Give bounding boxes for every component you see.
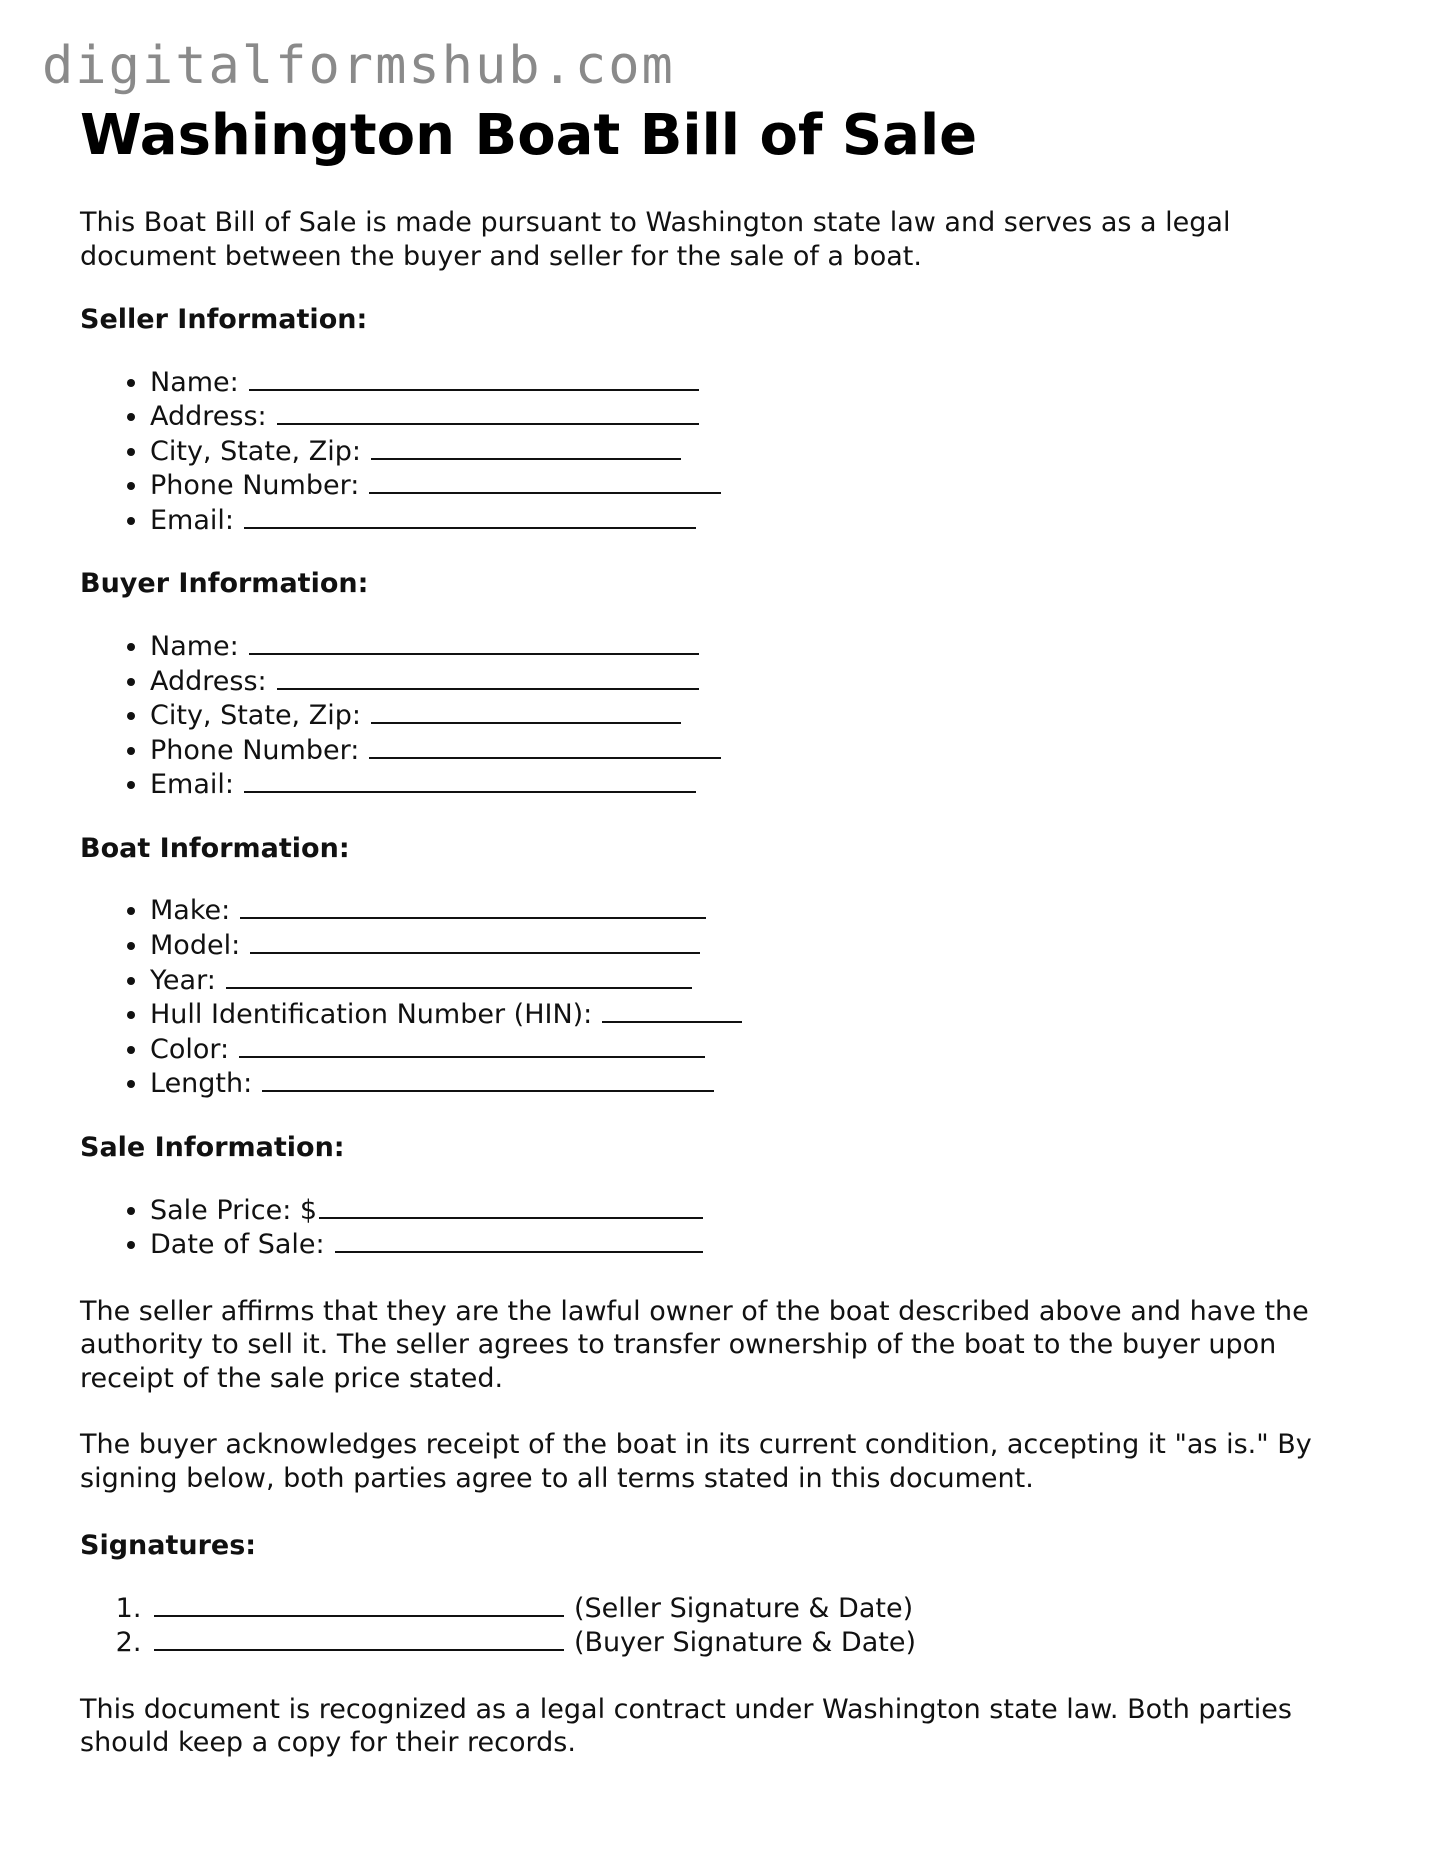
field-label: Name:	[150, 630, 239, 662]
buyer-city-state-zip-field[interactable]	[371, 698, 681, 724]
buyer-signature-field[interactable]	[154, 1625, 564, 1651]
buyer-phone-item	[150, 733, 1370, 768]
boat-hin-item	[150, 997, 1370, 1032]
boat-fields-list	[80, 893, 1370, 1101]
sale-price-field[interactable]	[319, 1193, 703, 1219]
boat-length-item	[150, 1066, 1370, 1101]
boat-model-field[interactable]	[250, 928, 700, 954]
buyer-phone-field[interactable]	[369, 733, 721, 759]
field-label: Date of Sale:	[150, 1229, 325, 1261]
buyer-fields-list	[80, 629, 1370, 802]
buyer-email-item	[150, 767, 1370, 802]
buyer-address-item	[150, 664, 1370, 699]
boat-year-field[interactable]	[226, 963, 692, 989]
seller-heading: Seller Information:	[80, 304, 368, 335]
field-label: Address:	[150, 401, 267, 433]
field-label: Sale Price: $	[150, 1194, 318, 1226]
buyer-name-item	[150, 629, 1370, 664]
buyer-city-state-zip-item	[150, 698, 1370, 733]
boat-year-item	[150, 963, 1370, 998]
boat-make-item	[150, 893, 1370, 928]
field-label: City, State, Zip:	[150, 435, 361, 467]
field-label: Name:	[150, 366, 239, 398]
buyer-heading: Buyer Information:	[80, 568, 369, 600]
field-label: Length:	[150, 1068, 253, 1100]
seller-name-item	[150, 365, 1370, 400]
field-label: Email:	[150, 769, 235, 801]
seller-email-item	[150, 503, 1370, 538]
seller-signature-label: (Seller Signature & Date)	[574, 1592, 914, 1624]
field-label: Email:	[150, 504, 235, 536]
document-page	[80, 100, 1370, 1760]
signatures-list	[80, 1591, 1370, 1660]
seller-phone-item	[150, 468, 1370, 503]
sale-price-item	[150, 1193, 1370, 1228]
field-label: Year:	[150, 964, 216, 996]
seller-signature-item	[150, 1591, 1370, 1626]
boat-heading: Boat Information:	[80, 832, 350, 864]
signatures-heading: Signatures:	[80, 1530, 257, 1562]
field-label: Phone Number:	[150, 734, 360, 766]
boat-hin-field[interactable]	[602, 997, 742, 1023]
seller-name-field[interactable]	[249, 365, 699, 391]
field-label: Make:	[150, 895, 231, 927]
buyer-address-field[interactable]	[277, 664, 699, 690]
field-label: Address:	[150, 665, 267, 697]
field-label: Model:	[150, 930, 241, 962]
seller-email-field[interactable]	[244, 503, 696, 529]
buyer-signature-item	[150, 1625, 1370, 1660]
seller-city-state-zip-field[interactable]	[371, 434, 681, 460]
sale-date-item	[150, 1227, 1370, 1262]
seller-city-state-zip-item	[150, 434, 1370, 469]
seller-address-item	[150, 399, 1370, 434]
buyer-name-field[interactable]	[249, 629, 699, 655]
seller-signature-field[interactable]	[154, 1591, 564, 1617]
affirmation-paragraph: The seller affirms that they are the lawful owner of the boat described above and have the authority to sell it. The seller agrees to transfer ownership of the boat to the buyer upon receipt of the sale price stated.	[80, 1295, 1309, 1394]
field-label: Hull Identification Number (HIN):	[150, 999, 593, 1031]
seller-address-field[interactable]	[277, 399, 699, 425]
sale-fields-list	[80, 1193, 1370, 1262]
buyer-email-field[interactable]	[244, 767, 696, 793]
boat-make-field[interactable]	[240, 893, 706, 919]
boat-color-item	[150, 1032, 1370, 1067]
boat-length-field[interactable]	[262, 1066, 714, 1092]
acknowledgment-paragraph: The buyer acknowledges receipt of the boat in its current condition, accepting it "as is." By signing below, both parties agree to all terms stated in this document.	[80, 1429, 1312, 1494]
seller-phone-field[interactable]	[369, 468, 721, 494]
field-label: Phone Number:	[150, 470, 360, 502]
field-label: Color:	[150, 1033, 230, 1065]
boat-model-item	[150, 928, 1370, 963]
watermark: digitalformshub.com	[42, 36, 675, 96]
sale-heading: Sale Information:	[80, 1132, 345, 1163]
document-title: Washington Boat Bill of Sale	[80, 103, 978, 168]
intro-paragraph: This Boat Bill of Sale is made pursuant to Washington state law and serves as a legal document between the buyer and seller for the sale of a boat.	[80, 207, 1231, 272]
seller-fields-list	[80, 365, 1370, 538]
sale-date-field[interactable]	[335, 1227, 703, 1253]
closing-paragraph: This document is recognized as a legal contract under Washington state law. Both parties should keep a copy for their records.	[80, 1693, 1292, 1759]
buyer-signature-label: (Buyer Signature & Date)	[574, 1627, 916, 1659]
field-label: City, State, Zip:	[150, 700, 361, 732]
boat-color-field[interactable]	[239, 1032, 705, 1058]
